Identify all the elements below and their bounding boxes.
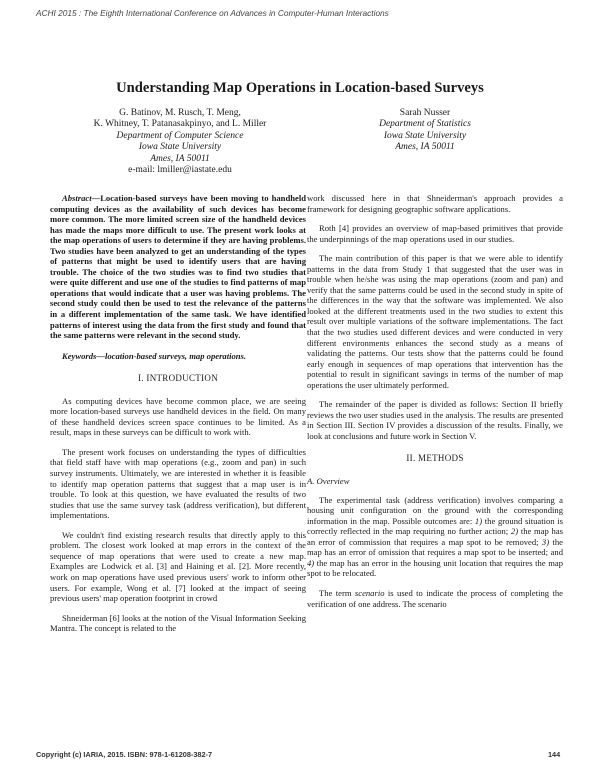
right-paragraph-1: work discussed here in that Shneiderman's approach provides a framework for designing geographic software applications.: [307, 193, 563, 214]
footer-copyright: Copyright (c) IARIA, 2015. ISBN: 978-1-61208-382-7: [36, 750, 212, 759]
outcome-number-3: 3): [541, 536, 550, 547]
author-department: Department of Computer Science: [116, 130, 244, 141]
author-right-university: Iowa State University: [383, 130, 467, 141]
left-column: [50, 193, 306, 643]
keywords-label: Keywords: [62, 350, 97, 361]
keywords-text: —location-based surveys, map operations.: [96, 350, 247, 361]
scenario-term: scenario: [354, 587, 385, 598]
right-paragraph-3: The main contribution of this paper is that we were able to identify patterns in the data from Study 1 that suggested that the user was in trouble when he/she was using the map operations (zoom and pan) and verify that the same patterns could be used in the second study in spite of the differences in the way that the software was implemented. We also looked at the different treatments used in the two studies to extent this result over multiple variations of the software implementations. The fact that the two studies used different devices and were conducted in very different environments enhances the second study as a means of validating the patterns. Our tests show that the patterns could be found early enough in sequences of map operations that intervention has the potential to result in significant savings in terms of the number of map operations the user ultimately performed.: [307, 253, 563, 390]
page-number: 144: [548, 750, 561, 759]
overview-text-2: the ground situation is correctly reflected in the map requiring no further action;: [307, 515, 563, 537]
intro-paragraph-1: As computing devices have become common place, we are seeing more location-based surveys use handheld devices in the field. On many of these handheld devices screen space continues to be limited. As a result, maps in these surveys can be difficult to work with.: [50, 395, 306, 438]
author-university: Iowa State University: [138, 142, 222, 153]
outcome-number-4: 4): [307, 557, 315, 568]
author-names-line1: G. Batinov, M. Rusch, T. Meng,: [119, 108, 241, 118]
overview-text-3: the map has an error of commission that requires a map spot to be removed;: [307, 526, 564, 547]
introduction-heading: I. INTRODUCTION: [138, 373, 218, 384]
right-column: [307, 193, 563, 618]
keywords-paragraph: [50, 351, 306, 362]
author-email: e-mail: lmiller@iastate.edu: [128, 165, 232, 176]
outcome-number-2: 2): [510, 526, 519, 537]
overview-text-1: The experimental task (address verification) involves comparing a housing unit configuration on the ground with the corresponding information in the map. Possible outcomes are:: [307, 494, 563, 526]
overview-text-5: the map has an error in the housing unit location that requires the map spot to be relocated.: [307, 557, 563, 579]
scenario-paragraph: [307, 588, 563, 609]
overview-text-4: the map has an error of omission that requires a map spot to be inserted; and: [307, 536, 563, 558]
conference-header: ACHI 2015 : The Eighth International Conference on Advances in Computer-Human Interactions: [36, 8, 389, 18]
paper-title: Understanding Map Operations in Location-based Surveys: [116, 80, 484, 96]
methods-heading: II. METHODS: [406, 453, 464, 464]
author-names-line2: K. Whitney, T. Patanasakpinyo, and L. Miller: [93, 119, 267, 130]
outcome-number-1: 1): [474, 515, 483, 526]
intro-paragraph-4: Shneiderman [6] looks at the notion of the Visual Information Seeking Mantra. The concept is related to the: [50, 612, 306, 634]
abstract-paragraph: [50, 193, 306, 341]
author-city: Ames, IA 50011: [150, 153, 210, 164]
overview-heading: A. Overview: [307, 476, 350, 487]
authors-right-block: [330, 108, 520, 154]
authors-left-block: [60, 108, 300, 176]
scenario-text-2: is used to indicate the process of completing the verification of one address. The scenario: [307, 587, 563, 609]
right-paragraph-2: Roth [4] provides an overview of map-based primitives that provide the underpinnings of the map operations used in our studies.: [307, 223, 563, 244]
author-right-name: Sarah Nusser: [399, 108, 451, 118]
author-right-city: Ames, IA 50011: [395, 142, 455, 153]
right-paragraph-4: The remainder of the paper is divided as follows: Section II briefly reviews the two user studies used in the analysis. The results are presented in Section III. Section IV provides a discussion of the results. Finally, we look at conclusions and future work in Section V.: [307, 399, 563, 441]
intro-paragraph-2: The present work focuses on understanding the types of difficulties that field staff have with map operations (e.g., zoom and pan) in such survey instruments. Ultimately, we are interested in whether it is feasible to identify map operation patterns that suggest that a map user is in trouble. To look at this question, we have evaluated the results of two studies that use the same survey task (address verification), but different implementations.: [50, 446, 306, 521]
author-right-department: Department of Statistics: [379, 119, 471, 130]
abstract-label: Abstract: [62, 193, 92, 203]
intro-paragraph-3: We couldn't find existing research results that directly apply to this problem. The closest work looked at map errors in the context of the sequence of map operations that were used to create a new map. Examples are Lodwick et al. [3] and Haining et al. [2]. More recently, work on map operations have used previous users' work to inform other users. For example, Wong et al. [7] looked at the impact of seeing previous users' map operation footprint in crowd: [50, 529, 306, 604]
scenario-text-1: The term: [319, 587, 355, 598]
abstract-text: —Location-based surveys have been moving to handheld computing devices as the availability of such devices has become more common. The more limited screen size of the handheld devices has made the maps more difficult to use. The present work looks at the map operations of users to determine if they are having problems. Two studies have been analyzed to get an understanding of the types of patterns that might be used to identify users that are having trouble. The choice of the two studies was to find two studies that were quite different and use one of the studies to find patterns of map operations that would indicate that a user was having problems. The second study could then be used to test the relevance of the patterns in a different implementation of the same task. We have identified patterns of interest using the data from the first study and found that the same patterns were relevant in the second study.: [50, 193, 306, 341]
overview-paragraph: [307, 495, 563, 579]
